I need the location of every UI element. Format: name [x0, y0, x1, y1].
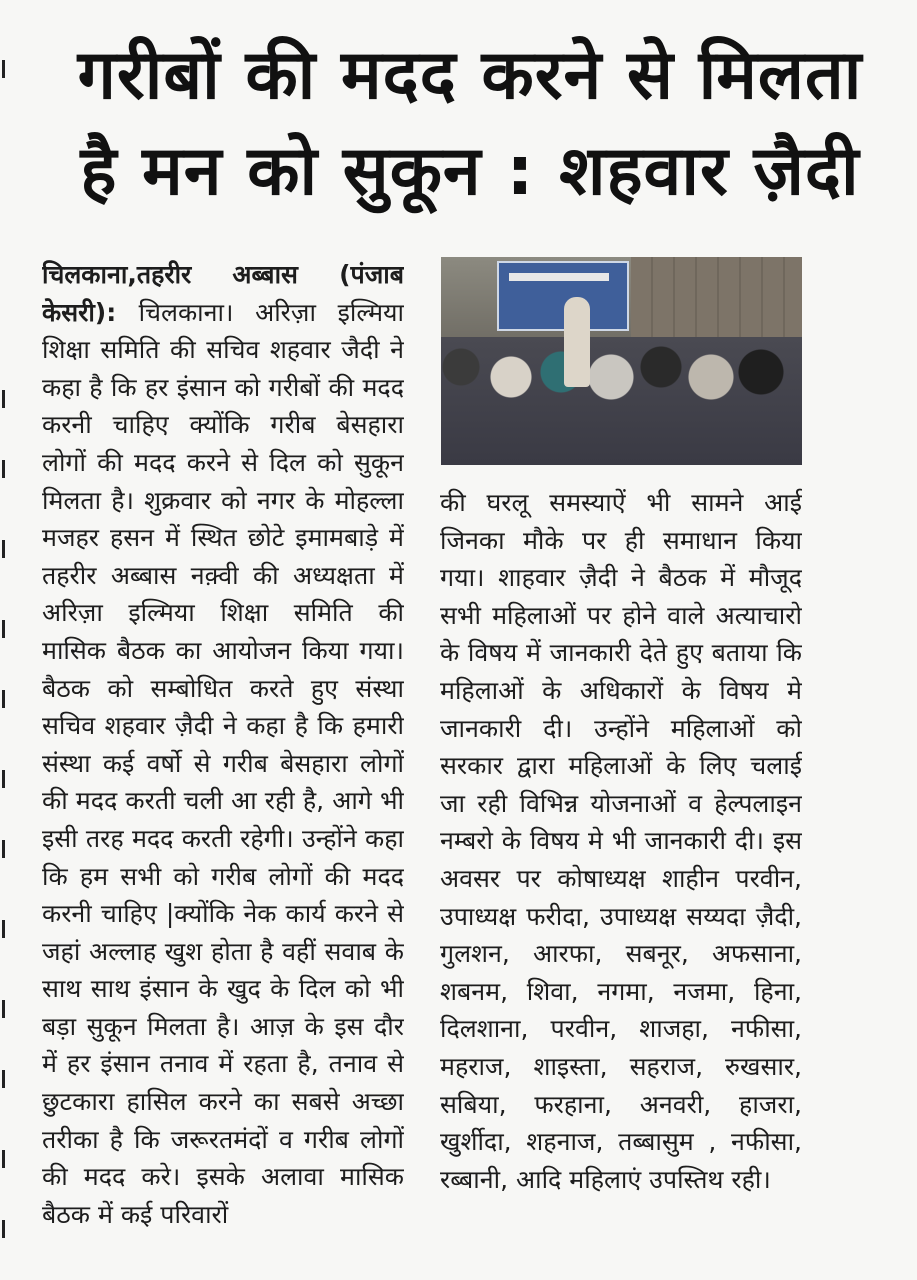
headline-line-1: गरीबों की मदद करने से मिलता [77, 36, 863, 115]
brick-wall [631, 257, 802, 347]
headline-line-2: है मन को सुकून : शहवार ज़ैदी [80, 132, 860, 211]
seated-women-crowd [441, 337, 802, 465]
standing-speaker [564, 297, 590, 387]
meeting-photo [441, 257, 802, 465]
article-column-left [42, 256, 404, 1280]
article-body-right: की घरलू समस्याऐं भी सामने आई जिनका मौके पर ही समाधान किया गया। शाहवार ज़ैदी ने बैठक में मौजूद सभी महिलाओं पर होने वाले अत्याचारो के विषय में जानकारी देते हुए बताया कि महिलाओं के अधिकारों के विषय मे जानकारी दी। उन्होंने महिलाओं को सरकार द्वारा महिलाओं के लिए चलाई जा रही विभिन्न योजनाओं व हेल्पलाइन नम्बरो के विषय मे भी जानकारी दी। इस अवसर पर कोषाध्यक्ष शाहीन परवीन, उपाध्यक्ष फरीदा, उपाध्यक्ष सय्यदा ज़ैदी, गुलशन, आरफा, सबनूर, अफसाना, शबनम, शिवा, नगमा, नजमा, हिना, दिलशाना, परवीन, शाजहा, नफीसा, महराज, शाइस्ता, सहराज, रुखसार, सबिया, फरहाना, अनवरी, हाजरा, खुर्शीदा, शहनाज, तब्बासुम , नफीसा, रब्बानी, आदि महिलाएं उपस्तिथ रही। [440, 488, 802, 1194]
dateline: चिलकाना,तहरीर अब्बास (पंजाब केसरी): [42, 260, 404, 327]
headline [40, 28, 900, 220]
article-column-right [440, 484, 802, 1280]
adjacent-column-edge [0, 40, 14, 1280]
article-body-left: चिलकाना। अरिज़ा इल्मिया शिक्षा समिति की सचिव शहवार जैदी ने कहा है कि हर इंसान को गरीबों की मदद करनी चाहिए क्योंकि गरीब बेसहारा लोगों की मदद करने से दिल को सुकून मिलता है। शुक्रवार को नगर के मोहल्ला मजहर हसन में स्थित छोटे इमामबाड़े में तहरीर अब्बास नक़्वी की अध्यक्षता में अरिज़ा इल्मिया शिक्षा समिति की मासिक बैठक का आयोजन किया गया। बैठक को सम्बोधित करते हुए संस्था सचिव शहवार ज़ैदी ने कहा है कि हमारी संस्था कई वर्षो से गरीब बेसहारा लोगों की मदद करती चली आ रही है, आगे भी इसी तरह मदद करती रहेगी। उन्होंने कहा कि हम सभी को गरीब लोगों की मदद करनी चाहिए |क्योंकि नेक कार्य करने से जहां अल्लाह खुश होता है वहीं सवाब के साथ साथ इंसान के खुद के दिल को भी बड़ा सुकून मिलता है। आज़ के इस दौर में हर इंसान तनाव में रहता है, तनाव से छुटकारा हासिल करने का सबसे अच्छा तरीका है कि जरूरतमंदों व गरीब लोगों की मदद करे। इसके अलावा मासिक बैठक में कई परिवारों [42, 297, 404, 1229]
organization-banner [497, 261, 629, 331]
